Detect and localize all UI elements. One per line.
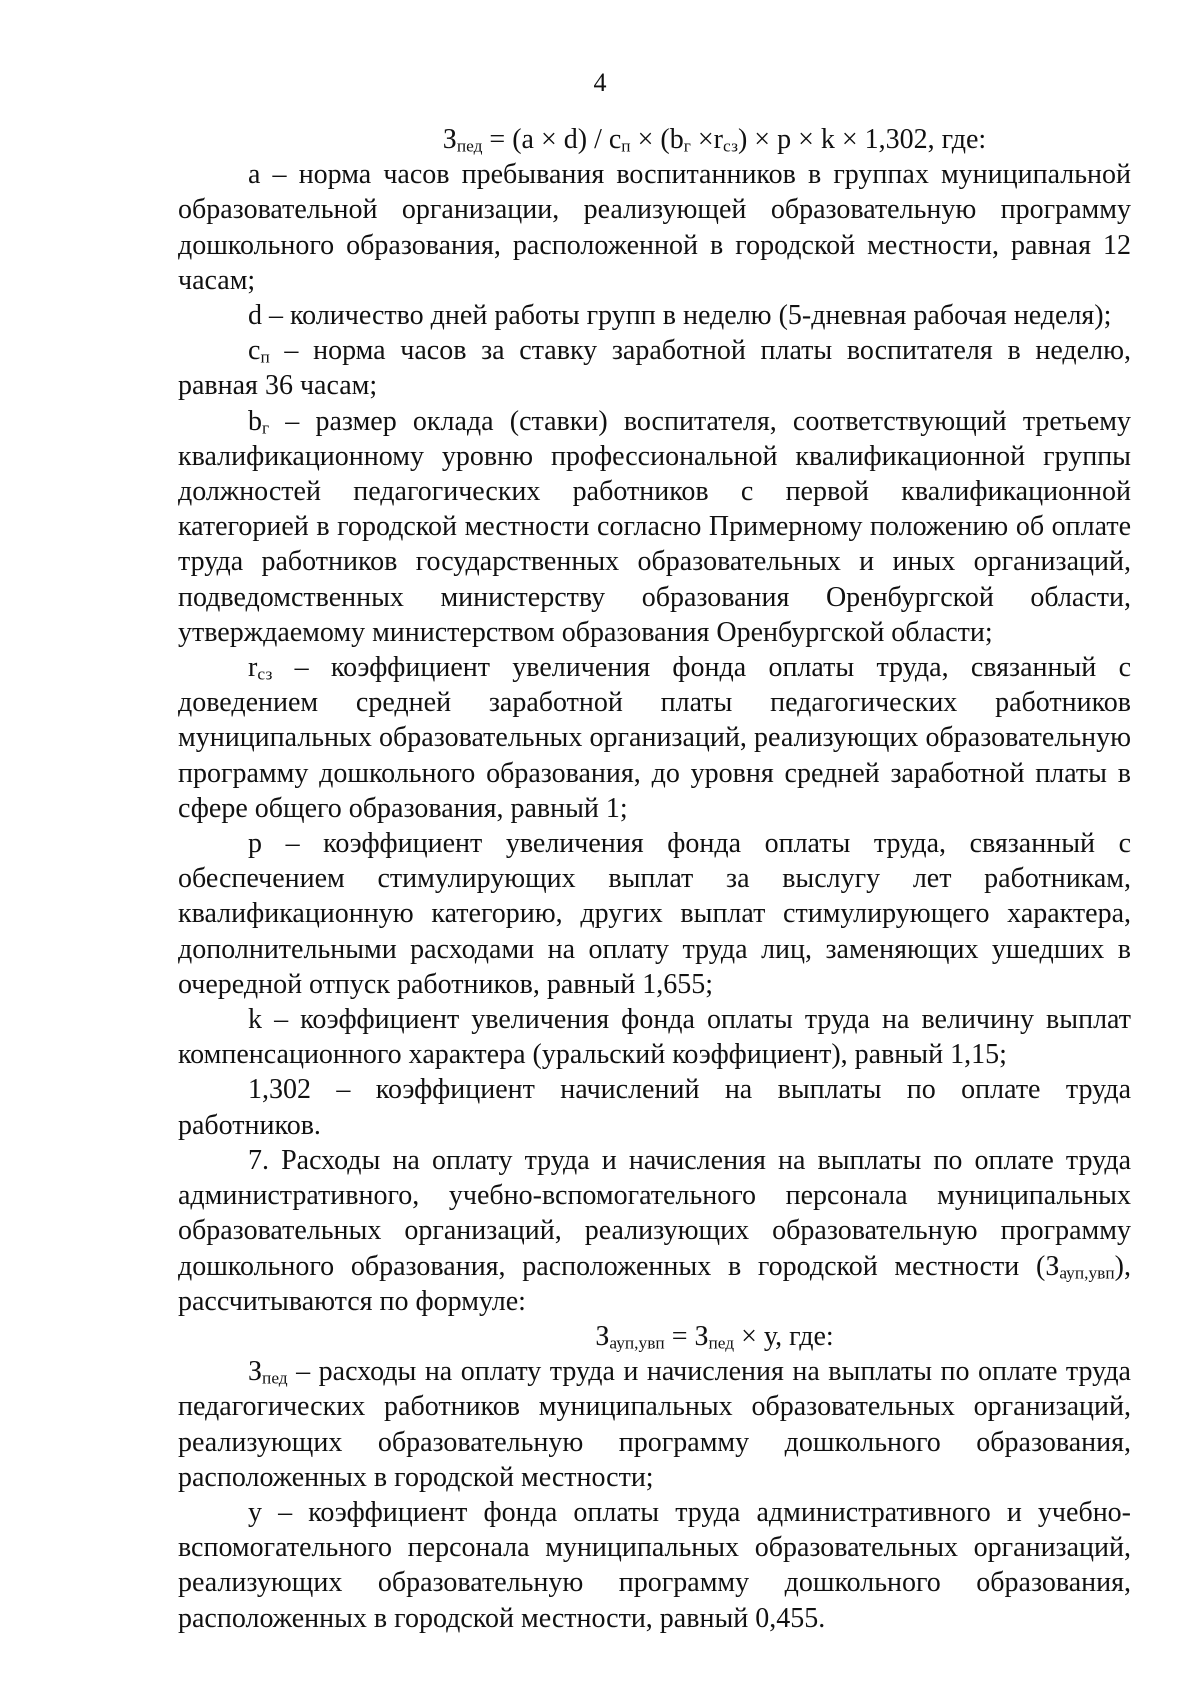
- definition-y: у – коэффициент фонда оплаты труда административного и учебно-вспомогательного персонала муниципальных образовательных организаций, реализующих образовательную программу дошкольного образования, расположенных в городской местности, равный 0,455.: [178, 1496, 1131, 1634]
- definition-cp: [178, 333, 1131, 403]
- definition-p: p – коэффициент увеличения фонда оплаты труда, связанный с обеспечением стимулирующих выплат за выслугу лет работникам, квалификационную категорию, других выплат стимулирующего характера, дополнительными расходами на оплату труда лиц, заменяющих ушедших в очередной отпуск работников, равный 1,655;: [178, 828, 1131, 1000]
- definition-text: – норма часов за ставку заработной платы воспитателя в неделю, равная 36 часам;: [178, 335, 1131, 402]
- definition-text: – размер оклада (ставки) воспитателя, соответствующий третьему квалификационному уровню профессиональной квалификационной группы должностей педагогических работников с первой квалификационной категорией в городской местности согласно Примерному положению об оплате труда работников государственных образовательных и иных организаций, подведомственных министерству образования Оренбургской области, утверждаемому министерством образования Оренбургской области;: [178, 405, 1131, 648]
- definition-k: k – коэффициент увеличения фонда оплаты труда на величину выплат компенсационного характера (уральский коэффициент), равный 1,15;: [178, 1004, 1131, 1071]
- formula-text: × у, где:: [734, 1320, 834, 1352]
- formula-text: = (a × d) / c: [482, 124, 622, 155]
- formula-subscript: г: [683, 136, 691, 156]
- formula-subscript: ауп,увп: [609, 1333, 665, 1353]
- section-7-subscript: ауп,увп: [1059, 1262, 1115, 1282]
- definition-rsz: [178, 650, 1131, 826]
- definition-symbol: с: [248, 335, 261, 367]
- document-body: [178, 122, 1131, 1636]
- formula-subscript: пед: [708, 1333, 735, 1353]
- page-number: 4: [593, 68, 607, 97]
- section-7-text: 7. Расходы на оплату труда и начисления на выплаты по оплате труда административного, учебно-вспомогательного персонала муниципальных образовательных организаций, реализующих образовательную программу дошкольного образования, расположенных в городской местности (З: [178, 1144, 1131, 1282]
- formula-zped: [178, 122, 1131, 157]
- formula-text: = З: [664, 1320, 709, 1352]
- formula-subscript: сз: [722, 136, 738, 156]
- definition-symbol: З: [248, 1356, 263, 1388]
- definition-zped: [178, 1354, 1131, 1495]
- definition-a: а – норма часов пребывания воспитанников в группах муниципальной образовательной организации, реализующей образовательную программу дошкольного образования, расположенной в городской местности, равная 12 часам;: [178, 159, 1131, 296]
- definition-subscript: п: [260, 347, 270, 367]
- definition-coef: 1,302 – коэффициент начислений на выплаты по оплате труда работников.: [178, 1074, 1131, 1141]
- definition-subscript: пед: [262, 1368, 288, 1388]
- formula-subscript: пед: [456, 136, 483, 156]
- definition-symbol: b: [248, 405, 262, 437]
- formula-text: ×r: [690, 124, 723, 155]
- definition-br: [178, 404, 1131, 650]
- section-7-text-end: ), рассчитываются по формуле:: [178, 1250, 1131, 1317]
- definition-subscript: сз: [257, 664, 273, 684]
- definition-symbol: r: [248, 652, 258, 684]
- definition-d: d – количество дней работы групп в неделю (5-дневная рабочая неделя);: [248, 300, 1112, 332]
- formula-symbol: З: [442, 124, 457, 155]
- formula-subscript: п: [621, 136, 631, 156]
- section-7-paragraph: [178, 1143, 1131, 1319]
- definition-subscript: г: [262, 418, 270, 438]
- definition-text: – расходы на оплату труда и начисления на выплаты по оплате труда педагогических работников муниципальных образовательных организаций, реализующих образовательную программу дошкольного образования, расположенных в городской местности;: [178, 1356, 1131, 1493]
- formula-zauv: [178, 1319, 1131, 1354]
- definition-text: – коэффициент увеличения фонда оплаты труда, связанный с доведением средней заработной платы педагогических работников муниципальных образовательных организаций, реализующих образовательную программу дошкольного образования, до уровня средней заработной платы в сфере общего образования, равный 1;: [178, 652, 1131, 824]
- formula-text: × (b: [630, 124, 684, 155]
- formula-text: ) × p × k × 1,302, где:: [737, 124, 987, 155]
- formula-symbol: З: [595, 1320, 610, 1352]
